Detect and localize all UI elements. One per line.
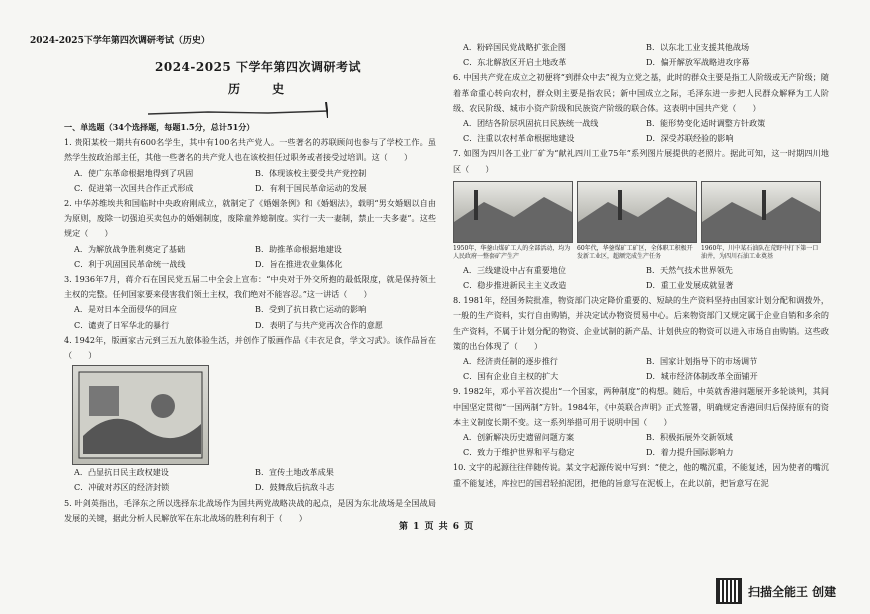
answer-options [74,242,436,272]
scan-smudge-icon [148,102,328,118]
question-text: 2. 中华苏维埃共和国临时中央政府刚成立，就制定了《婚姻条例》和《婚姻法》，载明“男女婚姻以自由为原则，废除一切强迫买卖包办的婚姻制度，废除童养媳制度。实行一夫一妻制，禁止一夫多妻”。这些规定（ ） [64,198,436,239]
answer-option: C．谴责了日军华北的暴行 [74,319,170,330]
answer-option: C．国有企业自主权的扩大 [463,371,559,382]
answer-options [463,40,829,70]
answer-option: A．为解放战争胜利奠定了基础 [74,243,186,254]
answer-option: C．稳步推进新民主主义改造 [463,280,567,291]
woodcut-print-image [72,365,209,465]
running-header: 2024-2025下学年第四次调研考试（历史） [30,36,210,46]
question-text: 3. 1936年7月，蒋介石在国民党五届二中全会上宣布：“中央对于外交所抱的最低限度，就是保持领土主权的完整。任何国家要来侵害我们领土主权，我们绝对不能容忍。”这一讲话（ ） [64,274,436,300]
answer-option: D．偏开解放军战略进攻序幕 [646,57,750,68]
answer-option: C．冲破对苏区的经济封锁 [74,482,170,493]
question-text: 6. 中国共产党在成立之初便将“到群众中去”视为立党之基，此时的群众主要是指工人阶级或无产阶级；随着革命重心转向农村，群众则主要是指农民；新中国成立之际，毛泽东进一步把人民群众解释为工人阶级、农民阶级、城市小资产阶级和民族资产阶级的联合体。这表明中国共产党（ ） [453,72,829,113]
answer-option: A．三线建设中占有重要地位 [463,264,566,275]
answer-option: D．重工业发展成就显著 [646,280,734,291]
answer-option: A．创新解决历史遗留问题方案 [463,432,575,443]
answer-option: B．助推革命根据地建设 [255,243,342,254]
question-text: 10. 文字的起源往往伴随传说。某文字起源传说中写到：“使之，他的嘴沉重，不能复述，因为使者的嘴沉重不能复述，库拉巴的国君轻拍泥团，把他的旨意写在泥板上，在此以前，把旨意写在泥 [453,462,829,488]
answer-option: D．深受苏联经验的影响 [646,133,734,144]
qr-code-icon [716,578,742,604]
answer-option: D．有利于国民革命运动的发展 [255,182,367,193]
question-text: 9. 1982年，邓小平首次提出“一个国家，两种制度”的构想。随后，中英就香港问题展开多轮谈判，其间中国坚定贯彻“一国两制”方针。1984年，《中英联合声明》正式签署，明确规定香港回归后保持原有的资本主义制度长期不变。这一系列举措可用于说明中国（ ） [453,386,829,427]
answer-option: B．天然气技术世界领先 [646,264,733,275]
question-text: 4. 1942年，版画家古元到三五九旅体验生活，并创作了版画作品《丰衣足食，学文习武》。该作品旨在（ ） [64,334,436,361]
answer-option: C．促进第一次国共合作正式形成 [74,182,194,193]
question-text: 5. 叶剑英指出，毛泽东之所以选择东北战场作为国共两党战略决战的起点，是因为东北战场是全国战局发展的关键，据此分析人民解放军在东北战场的胜利有利于（ ） [64,497,436,523]
old-photo [577,181,695,261]
photo-caption: 1950年，华蓥山煤矿工人的全部活动，均为人民政府一整套矿产生产 [453,244,571,260]
answer-options [74,302,436,332]
answer-option: A．是对日本全面侵华的回应 [74,304,177,315]
watermark-text: 扫描全能王 创建 [748,584,837,599]
answer-option: A．团结各阶层巩固抗日民族统一战线 [463,118,599,129]
answer-option: B．积极拓展外交新领域 [646,432,733,443]
answer-option: D．城市经济体制改革全面铺开 [646,371,758,382]
answer-options [463,354,829,384]
answer-option: B．以东北工业支援其他战场 [646,42,750,52]
answer-option: D．着力提升国际影响力 [646,447,734,458]
question-text: 7. 如图为四川各工业厂矿为“献礼四川工业75年”系列图片展提供的老照片。据此可知，这一时期四川地区（ ） [453,148,829,174]
photo-caption: 1960年，川中某石油队在荒野中打下第一口油井，为四川石油工业奠基 [701,244,819,260]
answer-options [74,166,436,196]
answer-option: C．注重以农村革命根据地建设 [463,133,575,144]
photo-image [701,181,821,243]
answer-option: A．粉碎国民党战略扩张企图 [463,42,566,52]
old-photo [453,181,571,261]
exam-title: 2024-2025 下学年第四次调研考试 [155,60,361,74]
answer-options [463,430,829,460]
answer-option: C．利于巩固国民革命统一战线 [74,258,186,269]
old-photos-row [453,181,829,261]
answer-option: D．表明了与共产党再次合作的意愿 [255,319,383,330]
answer-options [74,465,436,495]
scanner-watermark [716,578,836,604]
subject-title: 历 史 [228,82,299,96]
photo-caption: 60年代，华蓥煤矿工矿区，全体职工积极开发新工业区，超额完成生产任务 [577,244,693,260]
answer-option: A．使广东革命根据地得到了巩固 [74,167,194,178]
answer-option: C．东北解放区开启土地改革 [463,57,567,68]
photo-image [577,181,697,243]
page-number: 第 1 页 共 6 页 [399,522,475,532]
old-photo [701,181,819,261]
answer-option: B．体现该校主要受共产党控制 [255,167,367,178]
answer-option: B．国家计划指导下的市场调节 [646,356,758,367]
answer-option: D．旨在推进农业集体化 [255,258,343,269]
answer-option: B．受到了抗日救亡运动的影响 [255,304,367,315]
answer-option: D．鼓舞敌后抗敌斗志 [255,482,335,493]
answer-options [463,116,829,146]
answer-option: A．经济责任制的逐步推行 [463,356,558,367]
photo-image [453,181,573,243]
answer-option: B．能形势变化适时调整方针政策 [646,118,766,129]
section-heading: 一、单选题（34个选择题，每题1.5分，总计51分） [64,122,255,132]
question-text: 1. 贵阳某校一期共有600名学生，其中有100名共产党人。一些著名的苏联顾问也参与了学校工作。虽然学生按政治部主任，其他一些著名的共产党人也在该校担任过职务或者接受过培训。这（ ） [64,137,436,163]
answer-option: C．致力于维护世界和平与稳定 [463,447,575,458]
answer-option: B．宣传土地改革成果 [255,467,334,478]
answer-option: A．凸显抗日民主政权建设 [74,467,169,478]
right-column [453,40,829,491]
question-text: 8. 1981年，经国务院批准，物资部门决定降价重要的、短缺的生产资料坚持由国家计划分配和调拨外，一般的生产资料，实行自由购销，并决定试办物资贸易中心。后来物资部门又规定属于企业自销和多余的生产资料，不属于计划分配的物资、企业试制的新产品、计划供应的物资可以进入市场自由购销。这些政策的出台体现了（ ） [453,295,829,351]
answer-options [463,263,829,293]
left-column [64,120,436,526]
